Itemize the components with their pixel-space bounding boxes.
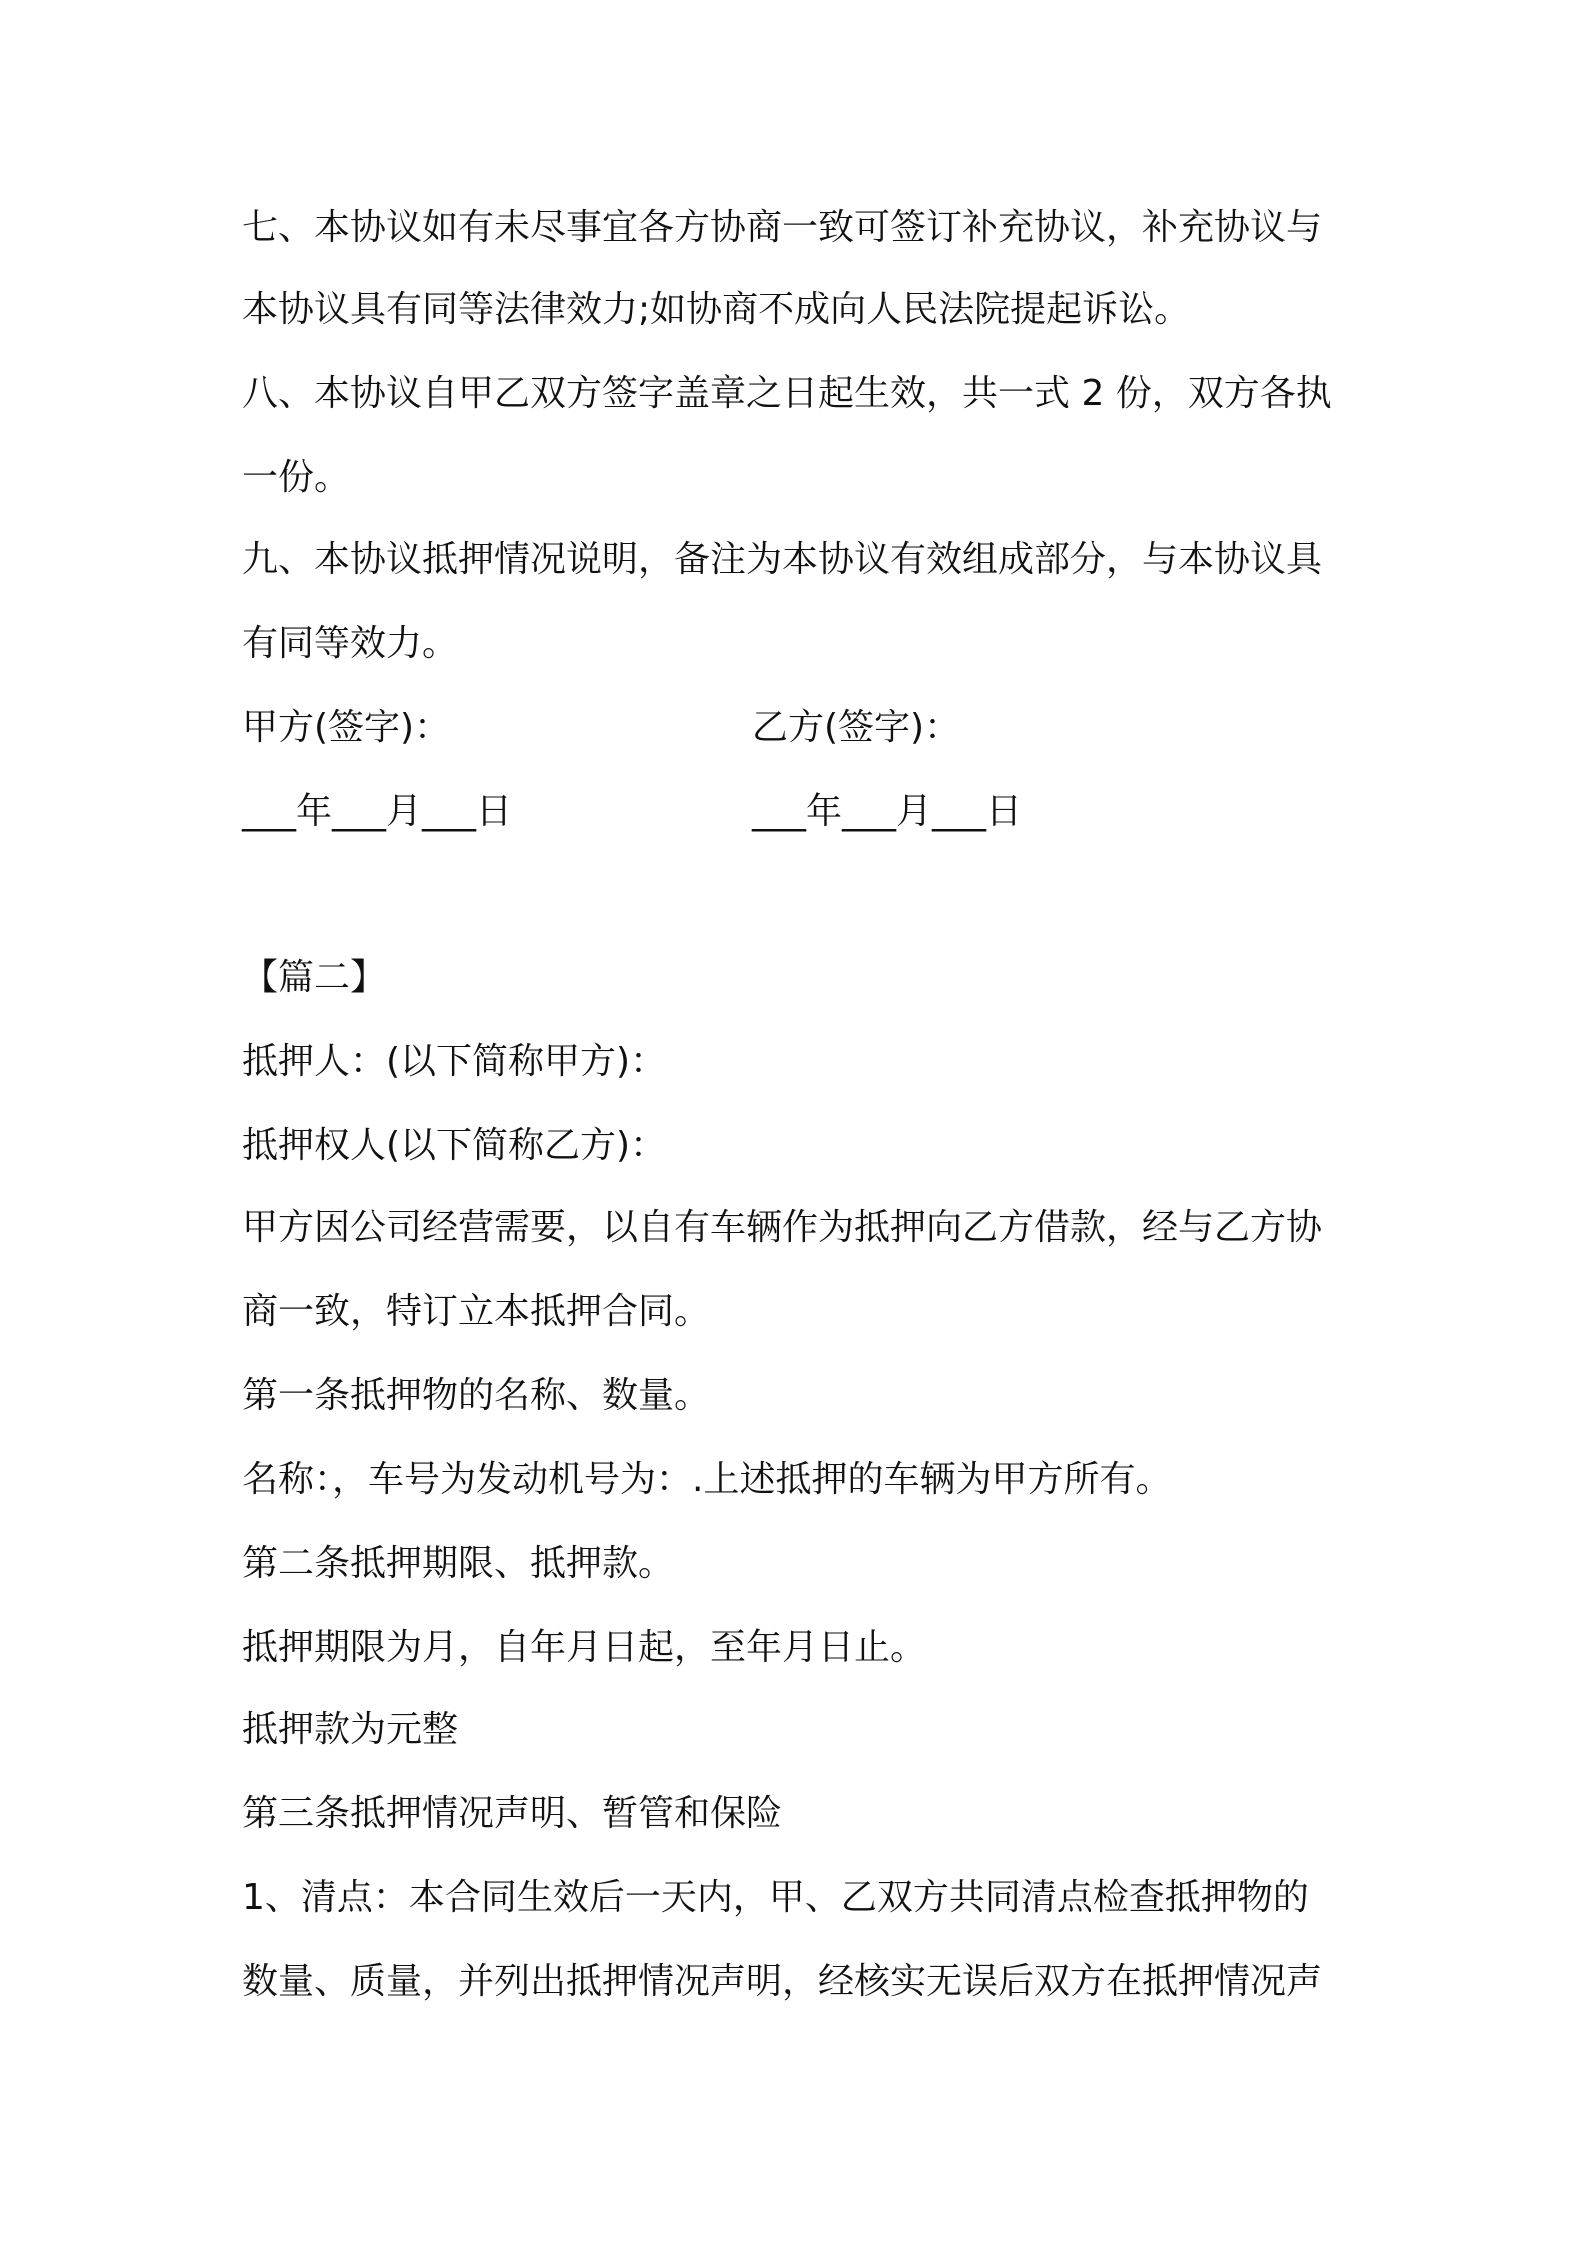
mortgagee-line: 抵押权人(以下简称乙方)： (242, 1125, 667, 1166)
party-a-signature-label: 甲方(签字)： (242, 707, 451, 748)
section-heading: 【篇二】 (242, 957, 387, 998)
article-1-body: 名称：，车号为发动机号为：.上述抵押的车辆为甲方所有。 (242, 1459, 1172, 1500)
article-1-title: 第一条抵押物的名称、数量。 (242, 1375, 711, 1416)
clause-7-line-2: 本协议具有同等法律效力;如协商不成向人民法院提起诉讼。 (242, 289, 1191, 330)
clause-7-line-1: 七、本协议如有未尽事宜各方协商一致可签订补充协议，补充协议与 (242, 207, 1323, 248)
clause-9-line-2: 有同等效力。 (242, 623, 459, 664)
intro-line-1: 甲方因公司经营需要，以自有车辆作为抵押向乙方借款，经与乙方协 (242, 1207, 1323, 1248)
party-b-date: ___年___月___日 (752, 791, 1023, 832)
clause-9-line-1: 九、本协议抵押情况说明，备注为本协议有效组成部分，与本协议具 (242, 539, 1323, 580)
party-b-signature-label: 乙方(签字)： (752, 707, 961, 748)
party-a-date: ___年___月___日 (242, 791, 513, 832)
item-1-line-2: 数量、质量，并列出抵押情况声明，经核实无误后双方在抵押情况声 (242, 1961, 1323, 2002)
intro-line-2: 商一致，特订立本抵押合同。 (242, 1291, 711, 1332)
article-2-amount: 抵押款为元整 (242, 1709, 459, 1750)
item-1-line-1: 1、清点：本合同生效后一天内，甲、乙双方共同清点检查抵押物的 (242, 1877, 1309, 1918)
article-2-title: 第二条抵押期限、抵押款。 (242, 1543, 675, 1584)
article-3-title: 第三条抵押情况声明、暂管和保险 (242, 1793, 783, 1834)
clause-8-line-1: 八、本协议自甲乙双方签字盖章之日起生效，共一式 2 份，双方各执 (242, 373, 1332, 414)
clause-8-line-2: 一份。 (242, 457, 351, 498)
article-2-term: 抵押期限为月，自年月日起，至年月日止。 (242, 1627, 927, 1668)
mortgagor-line: 抵押人：(以下简称甲方)： (242, 1041, 667, 1082)
